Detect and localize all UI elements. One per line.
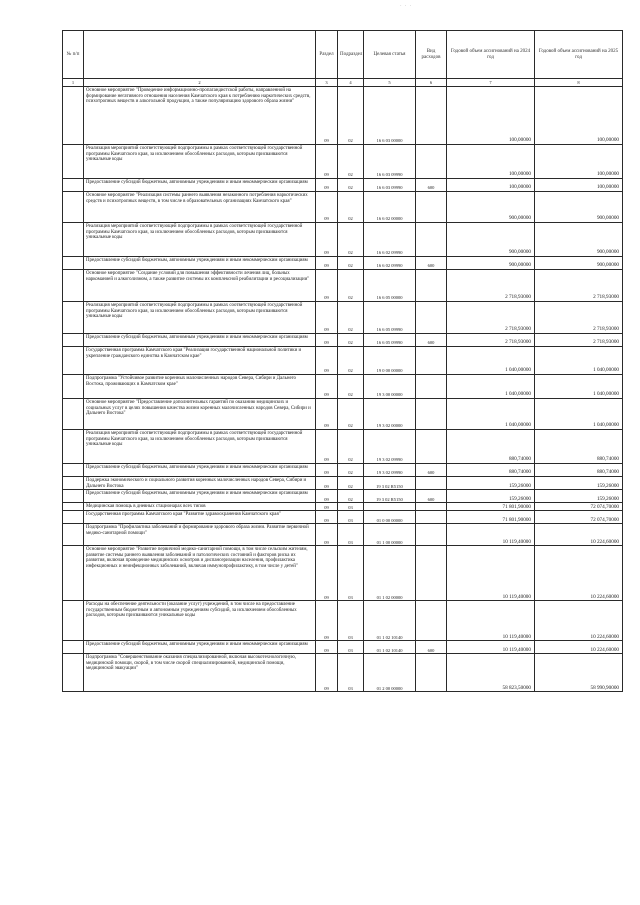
row-amount-2025: 10 224,60000 — [535, 524, 623, 546]
row-podrazdel: 03 — [338, 601, 364, 641]
row-amount-2025: 2 718,93000 — [535, 334, 623, 347]
row-vr: 600 — [416, 490, 447, 503]
row-name: Реализация мероприятий соответствующей подпрограммы в рамках соответствующей государственной программы Камчатского края, за исключением обособленных расходов, которым присваиваются уникальные коды — [84, 223, 316, 257]
row-podrazdel: 03 — [338, 524, 364, 546]
row-number — [63, 464, 84, 477]
row-razdel: 09 — [316, 270, 338, 302]
row-vr — [416, 503, 447, 511]
row-amount-2025: 58 990,90000 — [535, 654, 623, 692]
row-razdel: 09 — [316, 601, 338, 641]
row-csr: 19 3 02 R5150 — [364, 477, 416, 490]
row-razdel: 09 — [316, 503, 338, 511]
row-name: Подпрограмма "Совершенствование оказания специализированной, включая высокотехнологичную, медицинской помощи, скорой, в том числе скорой специализированной, медицинской помощи, медицинской эвакуации" — [84, 654, 316, 692]
row-name: Реализация мероприятий соответствующей подпрограммы в рамках соответствующей государственной программы Камчатского края, за исключением обособленных расходов, которым присваиваются уникальные коды — [84, 302, 316, 334]
row-razdel: 09 — [316, 347, 338, 375]
row-vr — [416, 223, 447, 257]
row-csr: 01 1 02 00000 — [364, 546, 416, 601]
table-row — [63, 192, 623, 223]
row-amount-2024: 1 040,00000 — [447, 375, 535, 399]
row-razdel: 09 — [316, 257, 338, 270]
row-amount-2024: 58 823,50000 — [447, 654, 535, 692]
row-name: Подпрограмма "Устойчивое развитие коренных малочисленных народов Севера, Сибири и Дальнего Востока, проживающих в Камчатском крае" — [84, 375, 316, 399]
row-csr: 16 6 03 09990 — [364, 179, 416, 192]
row-amount-2025: 900,00000 — [535, 257, 623, 270]
row-csr: 01 1 02 10140 — [364, 641, 416, 654]
row-podrazdel: 02 — [338, 477, 364, 490]
row-amount-2025: 159,26000 — [535, 477, 623, 490]
row-vr — [416, 375, 447, 399]
table-row — [63, 641, 623, 654]
row-amount-2024: 900,00000 — [447, 192, 535, 223]
row-csr: 01 1 02 10140 — [364, 601, 416, 641]
row-csr: 19 3 02 00000 — [364, 399, 416, 430]
row-name: Предоставление субсидий бюджетным, автономным учреждениям и иным некоммерческим организациям — [84, 179, 316, 192]
row-razdel: 09 — [316, 334, 338, 347]
row-name: Расходы на обеспечение деятельности (оказание услуг) учреждений, в том числе на предоставление государственным бюджетным и автономным учреждениям субсидий, за исключением обособленных расходов, которым присваиваются уникальные коды — [84, 601, 316, 641]
row-amount-2025: 1 040,00000 — [535, 347, 623, 375]
row-name: Предоставление субсидий бюджетным, автономным учреждениям и иным некоммерческим организациям — [84, 334, 316, 347]
row-amount-2025: 10 224,60000 — [535, 641, 623, 654]
row-amount-2025: 2 718,93000 — [535, 270, 623, 302]
row-name: Поддержка экономического и социального развития коренных малочисленных народов Севера, Сибири и Дальнего Востока — [84, 477, 316, 490]
row-podrazdel: 03 — [338, 546, 364, 601]
table-row — [63, 179, 623, 192]
header-razdel: Раздел — [316, 31, 338, 79]
row-podrazdel: 02 — [338, 87, 364, 145]
row-vr — [416, 87, 447, 145]
col-number: 4 — [338, 79, 364, 87]
row-razdel: 09 — [316, 192, 338, 223]
table-row — [63, 524, 623, 546]
row-number — [63, 490, 84, 503]
row-vr — [416, 546, 447, 601]
row-amount-2024: 71 801,90000 — [447, 511, 535, 524]
table-row — [63, 270, 623, 302]
header-2024: Годовой объем ассигнований на 2024 год — [447, 31, 535, 79]
row-name: Реализация мероприятий соответствующей подпрограммы в рамках соответствующей государственной программы Камчатского края, за исключением обособленных расходов, которым присваиваются уникальные коды — [84, 430, 316, 464]
column-number-row — [63, 79, 623, 87]
row-razdel: 09 — [316, 399, 338, 430]
row-name: Подпрограмма "Профилактика заболеваний и формирование здорового образа жизни. Развитие первичной медико-санитарной помощи" — [84, 524, 316, 546]
table-row — [63, 87, 623, 145]
row-csr: 19 3 00 00000 — [364, 375, 416, 399]
row-csr: 16 6 03 00000 — [364, 87, 416, 145]
header-2025: Годовой объем ассигнований на 2025 год — [535, 31, 623, 79]
row-number — [63, 524, 84, 546]
row-number — [63, 641, 84, 654]
table-row — [63, 490, 623, 503]
header-podrazdel: Подраздел — [338, 31, 364, 79]
table-row — [63, 503, 623, 511]
row-vr — [416, 511, 447, 524]
row-amount-2025: 900,00000 — [535, 192, 623, 223]
table-row — [63, 399, 623, 430]
budget-table — [62, 30, 623, 692]
row-name: Основное мероприятие "Создание условий для повышения эффективности лечения лиц, больных наркоманией и алкоголизмом, а также развитие системы их комплексной реабилитации и ресоциализации" — [84, 270, 316, 302]
row-podrazdel: 02 — [338, 257, 364, 270]
row-amount-2025: 900,00000 — [535, 223, 623, 257]
row-csr: 16 6 02 00000 — [364, 192, 416, 223]
col-number: 6 — [416, 79, 447, 87]
row-vr — [416, 654, 447, 692]
row-razdel: 09 — [316, 524, 338, 546]
row-amount-2025: 2 718,93000 — [535, 302, 623, 334]
row-amount-2024: 880,74000 — [447, 464, 535, 477]
row-name: Основное мероприятие "Развитие первичной медико-санитарной помощи, в том числе сельским жителям, развитие системы раннего выявления заболеваний и патологических состояний и факторов риска их развития, включая проведение медицинских осмотров и диспансеризации населения, профилактика инфекционных и неинфекционных заболеваний, включая иммунопрофилактику, в том числе у детей" — [84, 546, 316, 601]
table-row — [63, 145, 623, 179]
row-vr — [416, 524, 447, 546]
row-name: Реализация мероприятий соответствующей подпрограммы в рамках соответствующей государственной программы Камчатского края, за исключением обособленных расходов, которым присваиваются уникальные коды — [84, 145, 316, 179]
table-row — [63, 334, 623, 347]
row-number — [63, 503, 84, 511]
row-name: Предоставление субсидий бюджетным, автономным учреждениям и иным некоммерческим организациям — [84, 490, 316, 503]
row-number — [63, 179, 84, 192]
table-row — [63, 546, 623, 601]
col-number: 7 — [447, 79, 535, 87]
row-amount-2024: 900,00000 — [447, 223, 535, 257]
row-razdel: 09 — [316, 223, 338, 257]
row-vr — [416, 302, 447, 334]
row-podrazdel: 02 — [338, 270, 364, 302]
row-podrazdel: 02 — [338, 347, 364, 375]
row-amount-2025: 72 074,70000 — [535, 503, 623, 511]
row-razdel: 09 — [316, 87, 338, 145]
row-csr: 19 0 00 00000 — [364, 347, 416, 375]
row-csr: 16 6 02 09990 — [364, 257, 416, 270]
row-amount-2025: 159,26000 — [535, 490, 623, 503]
row-vr: 600 — [416, 179, 447, 192]
row-csr: 16 6 05 09990 — [364, 334, 416, 347]
table-row — [63, 302, 623, 334]
table-row — [63, 257, 623, 270]
row-podrazdel: 03 — [338, 503, 364, 511]
row-podrazdel: 02 — [338, 145, 364, 179]
row-amount-2025: 10 224,60000 — [535, 546, 623, 601]
row-amount-2024: 71 801,90000 — [447, 503, 535, 511]
row-podrazdel: 02 — [338, 192, 364, 223]
row-amount-2024: 159,26000 — [447, 490, 535, 503]
row-name: Государственная программа Камчатского края "Развитие здравоохранения Камчатского края" — [84, 511, 316, 524]
row-razdel: 09 — [316, 511, 338, 524]
row-podrazdel: 03 — [338, 654, 364, 692]
row-number — [63, 375, 84, 399]
row-podrazdel: 03 — [338, 641, 364, 654]
row-name: Основное мероприятие "Реализация системы раннего выявления незаконного потребления наркотических средств и психотропных веществ, в том числе в образовательных организациях Камчатского края" — [84, 192, 316, 223]
row-amount-2024: 100,00000 — [447, 179, 535, 192]
row-csr: 19 3 02 09990 — [364, 464, 416, 477]
row-vr: 600 — [416, 257, 447, 270]
row-podrazdel: 02 — [338, 223, 364, 257]
table-row — [63, 375, 623, 399]
col-number: 8 — [535, 79, 623, 87]
row-vr — [416, 270, 447, 302]
row-vr: 600 — [416, 464, 447, 477]
row-number — [63, 399, 84, 430]
row-amount-2025: 100,00000 — [535, 87, 623, 145]
row-csr: 01 2 00 00000 — [364, 654, 416, 692]
row-number — [63, 430, 84, 464]
table-body — [63, 87, 623, 692]
row-vr — [416, 347, 447, 375]
row-number — [63, 511, 84, 524]
row-csr: 16 6 03 09990 — [364, 145, 416, 179]
row-amount-2024: 10 119,40000 — [447, 524, 535, 546]
row-csr: 19 3 02 R5150 — [364, 490, 416, 503]
row-vr — [416, 192, 447, 223]
row-vr — [416, 430, 447, 464]
row-amount-2025: 10 224,60000 — [535, 601, 623, 641]
row-razdel: 09 — [316, 145, 338, 179]
table-row — [63, 223, 623, 257]
row-csr: 16 6 02 09990 — [364, 223, 416, 257]
col-number: 3 — [316, 79, 338, 87]
table-row — [63, 477, 623, 490]
col-number: 2 — [84, 79, 316, 87]
row-number — [63, 302, 84, 334]
row-amount-2024: 10 119,40000 — [447, 641, 535, 654]
budget-table-sheet — [62, 30, 622, 692]
row-razdel: 09 — [316, 490, 338, 503]
scan-noise: · · · — [400, 4, 413, 9]
row-razdel: 09 — [316, 375, 338, 399]
row-razdel: 09 — [316, 654, 338, 692]
row-vr: 600 — [416, 641, 447, 654]
row-podrazdel: 03 — [338, 511, 364, 524]
row-csr: 01 0 00 00000 — [364, 511, 416, 524]
row-number — [63, 601, 84, 641]
row-name: Предоставление субсидий бюджетным, автономным учреждениям и иным некоммерческим организациям — [84, 464, 316, 477]
row-vr — [416, 145, 447, 179]
row-vr — [416, 477, 447, 490]
row-number — [63, 347, 84, 375]
row-name: Медицинская помощь в дневных стационарах всех типов — [84, 503, 316, 511]
row-amount-2024: 2 718,93000 — [447, 334, 535, 347]
row-number — [63, 477, 84, 490]
row-number — [63, 546, 84, 601]
row-razdel: 09 — [316, 546, 338, 601]
row-razdel: 09 — [316, 641, 338, 654]
row-amount-2025: 72 074,70000 — [535, 511, 623, 524]
row-amount-2025: 880,74000 — [535, 430, 623, 464]
row-number — [63, 223, 84, 257]
row-amount-2024: 10 119,40000 — [447, 601, 535, 641]
row-amount-2025: 1 040,00000 — [535, 375, 623, 399]
row-amount-2025: 100,00000 — [535, 145, 623, 179]
row-amount-2024: 1 040,00000 — [447, 347, 535, 375]
row-number — [63, 257, 84, 270]
row-amount-2025: 880,74000 — [535, 464, 623, 477]
row-name: Предоставление субсидий бюджетным, автономным учреждениям и иным некоммерческим организациям — [84, 641, 316, 654]
table-row — [63, 511, 623, 524]
row-podrazdel: 02 — [338, 179, 364, 192]
row-podrazdel: 02 — [338, 430, 364, 464]
row-amount-2024: 2 718,93000 — [447, 302, 535, 334]
row-razdel: 09 — [316, 302, 338, 334]
col-number: 1 — [63, 79, 84, 87]
row-amount-2024: 100,00000 — [447, 87, 535, 145]
header-csr: Целевая статья — [364, 31, 416, 79]
table-row — [63, 347, 623, 375]
table-row — [63, 654, 623, 692]
row-vr: 600 — [416, 334, 447, 347]
row-vr — [416, 399, 447, 430]
row-csr: 16 6 05 00000 — [364, 270, 416, 302]
row-amount-2024: 1 040,00000 — [447, 399, 535, 430]
row-number — [63, 334, 84, 347]
row-number — [63, 654, 84, 692]
row-name: Основное мероприятие "Проведение информационно-пропагандистской работы, направленной на формирование негативного отношения населения Камчатского края к потреблению наркотических средств, психотропных веществ и алкогольной продукции, а также популяризацию здорового образа жизни" — [84, 87, 316, 145]
row-podrazdel: 02 — [338, 334, 364, 347]
row-podrazdel: 02 — [338, 302, 364, 334]
row-razdel: 09 — [316, 430, 338, 464]
row-razdel: 09 — [316, 464, 338, 477]
row-number — [63, 270, 84, 302]
row-podrazdel: 02 — [338, 375, 364, 399]
row-amount-2024: 10 119,40000 — [447, 546, 535, 601]
header-num: № п/п — [63, 31, 84, 79]
row-csr: 01 1 00 00000 — [364, 524, 416, 546]
row-podrazdel: 02 — [338, 490, 364, 503]
header-vr: Вид расходов — [416, 31, 447, 79]
row-number — [63, 192, 84, 223]
row-amount-2024: 159,26000 — [447, 477, 535, 490]
row-csr — [364, 503, 416, 511]
row-csr: 16 6 05 09990 — [364, 302, 416, 334]
row-csr: 19 3 02 09990 — [364, 430, 416, 464]
header-name — [84, 31, 316, 79]
row-razdel: 09 — [316, 477, 338, 490]
row-amount-2024: 2 718,93000 — [447, 270, 535, 302]
row-amount-2025: 1 040,00000 — [535, 399, 623, 430]
row-amount-2025: 100,00000 — [535, 179, 623, 192]
row-amount-2024: 880,74000 — [447, 430, 535, 464]
row-number — [63, 87, 84, 145]
row-name: Государственная программа Камчатского края "Реализация государственной национальной политики и укрепление гражданского единства в Камчатском крае" — [84, 347, 316, 375]
table-header-row — [63, 31, 623, 79]
row-amount-2024: 900,00000 — [447, 257, 535, 270]
col-number: 5 — [364, 79, 416, 87]
table-row — [63, 464, 623, 477]
row-podrazdel: 02 — [338, 399, 364, 430]
row-razdel: 09 — [316, 179, 338, 192]
row-podrazdel: 02 — [338, 464, 364, 477]
row-name: Предоставление субсидий бюджетным, автономным учреждениям и иным некоммерческим организациям — [84, 257, 316, 270]
table-row — [63, 430, 623, 464]
row-vr — [416, 601, 447, 641]
row-amount-2024: 100,00000 — [447, 145, 535, 179]
row-name: Основное мероприятие "Предоставление дополнительных гарантий по оказанию медицинских и социальных услуг в целях повышения качества жизни коренных малочисленных народов Севера, Сибири и Дальнего Востока" — [84, 399, 316, 430]
row-number — [63, 145, 84, 179]
table-row — [63, 601, 623, 641]
